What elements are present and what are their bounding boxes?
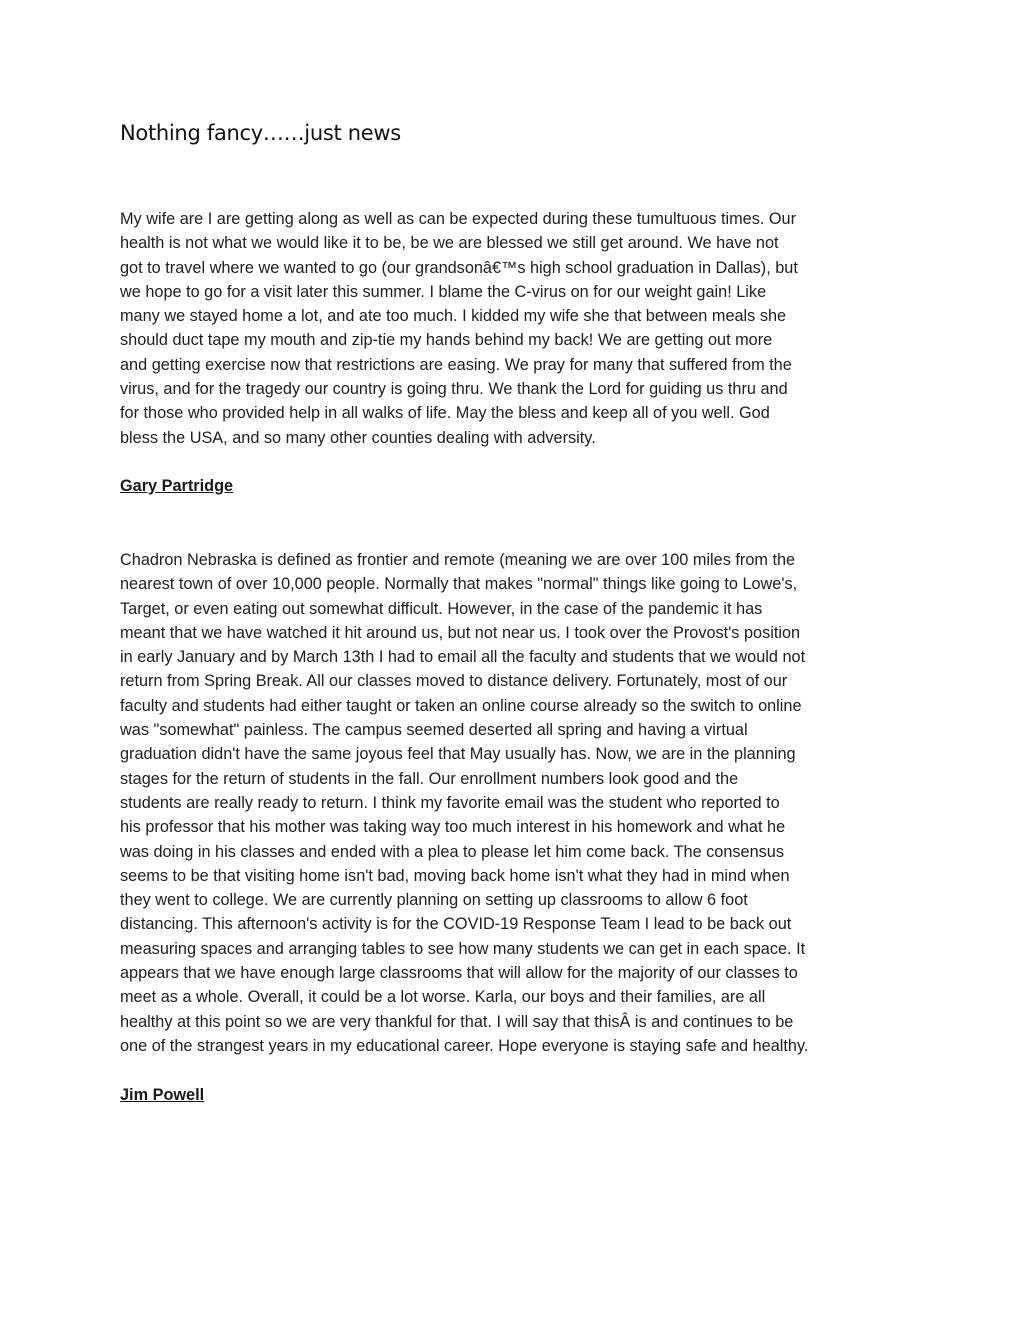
paragraph-line: they went to college. We are currently planning on setting up classrooms to allow 6 foot bbox=[120, 891, 748, 910]
entry-paragraph-1 bbox=[120, 207, 798, 450]
paragraph-line: should duct tape my mouth and zip-tie my hands behind my back! We are getting out more bbox=[120, 331, 773, 350]
paragraph-line: one of the strangest years in my educational career. Hope everyone is staying safe and healthy. bbox=[120, 1036, 809, 1055]
author-name-2: Jim Powell bbox=[120, 1086, 205, 1104]
page-title: Nothing fancy……just news bbox=[120, 121, 401, 145]
paragraph-line: virus, and for the tragedy our country is going thru. We thank the Lord for guiding us thru and bbox=[120, 380, 788, 399]
paragraph-line: in early January and by March 13th I had to email all the faculty and students that we would not bbox=[120, 648, 806, 667]
paragraph-line: measuring spaces and arranging tables to see how many students we can get in each space. It bbox=[120, 939, 806, 958]
paragraph-line: bless the USA, and so many other counties dealing with adversity. bbox=[120, 428, 596, 447]
paragraph-line: seems to be that visiting home isn't bad, moving back home isn't what they had in mind when bbox=[120, 866, 790, 885]
paragraph-line: his professor that his mother was taking way too much interest in his homework and what he bbox=[120, 818, 786, 837]
paragraph-line: My wife are I are getting along as well as can be expected during these tumultuous times. Our bbox=[120, 210, 797, 228]
author-name-1: Gary Partridge bbox=[120, 477, 234, 495]
paragraph-line: students are really ready to return. I think my favorite email was the student who reported to bbox=[120, 793, 780, 812]
paragraph-line: for those who provided help in all walks of life. May the bless and keep all of you well. God bbox=[120, 404, 770, 423]
entry-paragraph-2 bbox=[120, 548, 808, 1058]
paragraph-line: Chadron Nebraska is defined as frontier and remote (meaning we are over 100 miles from the bbox=[120, 551, 796, 569]
paragraph-line: faculty and students had either taught or taken an online course already so the switch to online bbox=[120, 696, 802, 715]
paragraph-line: return from Spring Break. All our classes moved to distance delivery. Fortunately, most of our bbox=[120, 672, 788, 691]
paragraph-line: was "somewhat" painless. The campus seemed deserted all spring and having a virtual bbox=[120, 721, 748, 740]
paragraph-line: many we stayed home a lot, and ate too much. I kidded my wife she that between meals she bbox=[120, 307, 787, 326]
paragraph-line: was doing in his classes and ended with a plea to please let him come back. The consensus bbox=[120, 842, 785, 861]
paragraph-line: got to travel where we wanted to go (our grandsonâ€™s high school graduation in Dallas), but bbox=[120, 258, 798, 277]
paragraph-line: distancing. This afternoon's activity is for the COVID-19 Response Team I lead to be back out bbox=[120, 915, 792, 934]
paragraph-line: we hope to go for a visit later this summer. I blame the C-virus on for our weight gain! Like bbox=[120, 282, 767, 301]
paragraph-line: stages for the return of students in the fall. Our enrollment numbers look good and the bbox=[120, 769, 739, 788]
paragraph-line: healthy at this point so we are very thankful for that. I will say that thisÂ is and continues to be bbox=[120, 1012, 794, 1031]
paragraph-line: and getting exercise now that restrictions are easing. We pray for many that suffered from the bbox=[120, 355, 792, 374]
paragraph-line: graduation didn't have the same joyous feel that May usually has. Now, we are in the planning bbox=[120, 745, 796, 764]
paragraph-line: health is not what we would like it to be, be we are blessed we still get around. We have not bbox=[120, 234, 779, 253]
paragraph-line: nearest town of over 10,000 people. Normally that makes "normal" things like going to Lowe's, bbox=[120, 575, 798, 594]
paragraph-line: meant that we have watched it hit around us, but not near us. I took over the Provost's position bbox=[120, 623, 801, 642]
paragraph-line: appears that we have enough large classrooms that will allow for the majority of our classes to bbox=[120, 964, 798, 983]
paragraph-line: Target, or even eating out somewhat difficult. However, in the case of the pandemic it has bbox=[120, 599, 763, 618]
paragraph-line: meet as a whole. Overall, it could be a lot worse. Karla, our boys and their families, are all bbox=[120, 988, 766, 1007]
